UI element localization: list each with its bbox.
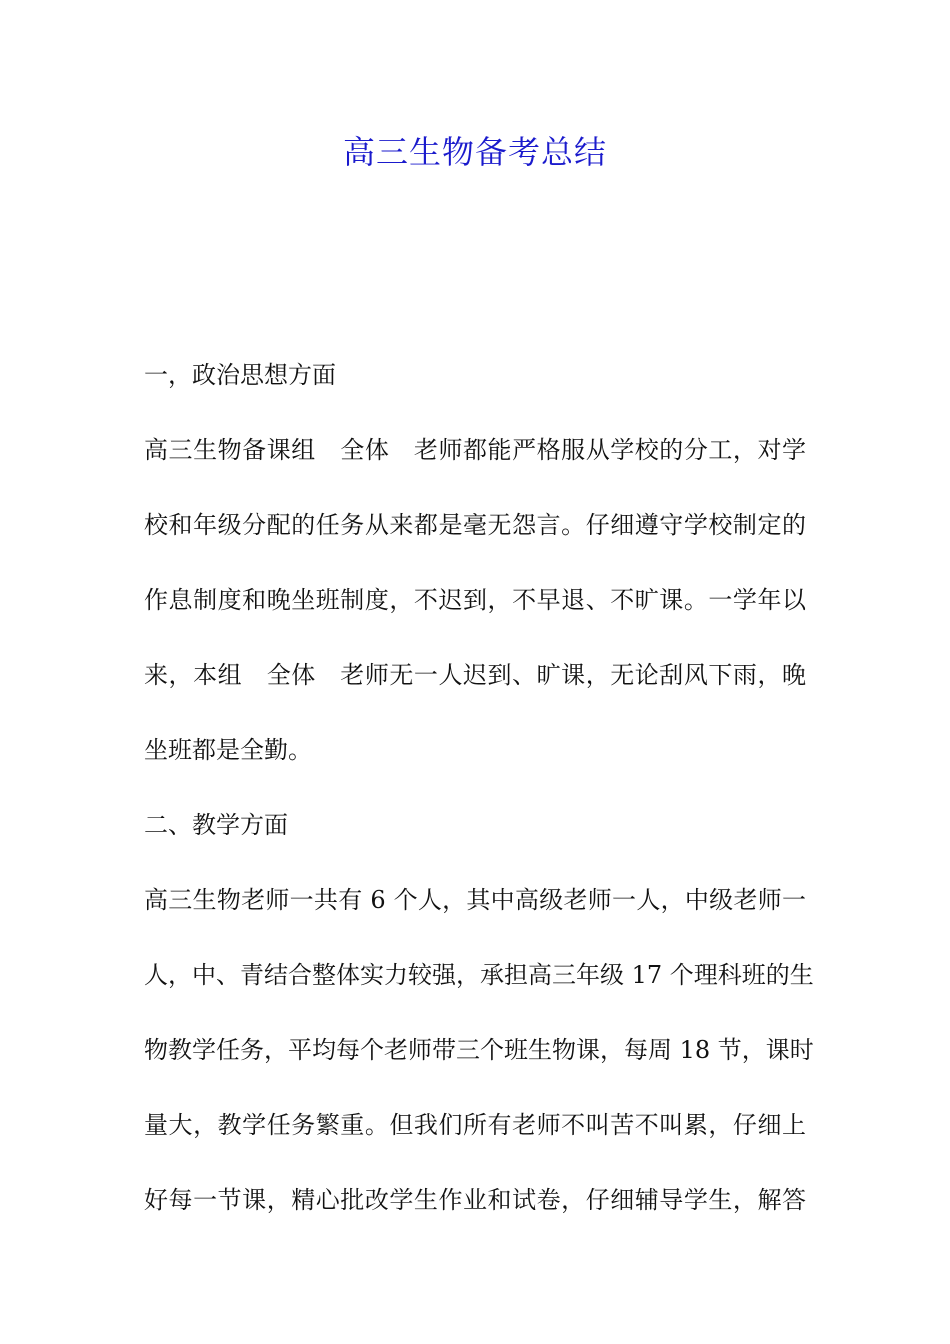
document-title: 高三生物备考总结 (342, 133, 607, 171)
paragraph-line: 人，中、青结合整体实力较强，承担高三年级 17 个理科班的生 (144, 961, 814, 989)
paragraph-line: 高三生物老师一共有 6 个人，其中高级老师一人，中级老师一 (144, 886, 806, 914)
section-heading: 一，政治思想方面 (144, 361, 336, 389)
paragraph (144, 863, 814, 1238)
paragraph-line: 物教学任务，平均每个老师带三个班生物课，每周 18 节，课时 (144, 1036, 814, 1064)
paragraph (144, 413, 806, 788)
paragraph-line: 高三生物备课组 全体 老师都能严格服从学校的分工，对学 (144, 436, 806, 464)
section-heading: 二、教学方面 (144, 811, 288, 839)
paragraph-line: 好每一节课，精心批改学生作业和试卷，仔细辅导学生，解答 (144, 1186, 806, 1214)
paragraph-line: 量大，教学任务繁重。但我们所有老师不叫苦不叫累，仔细上 (144, 1111, 806, 1139)
paragraph-line: 坐班都是全勤。 (144, 736, 312, 764)
document-body (144, 338, 814, 1238)
paragraph-line: 来，本组 全体 老师无一人迟到、旷课，无论刮风下雨，晚 (144, 661, 806, 689)
paragraph-line: 校和年级分配的任务从来都是毫无怨言。仔细遵守学校制定的 (144, 511, 806, 539)
paragraph-line: 作息制度和晚坐班制度，不迟到，不早退、不旷课。一学年以 (144, 586, 806, 614)
